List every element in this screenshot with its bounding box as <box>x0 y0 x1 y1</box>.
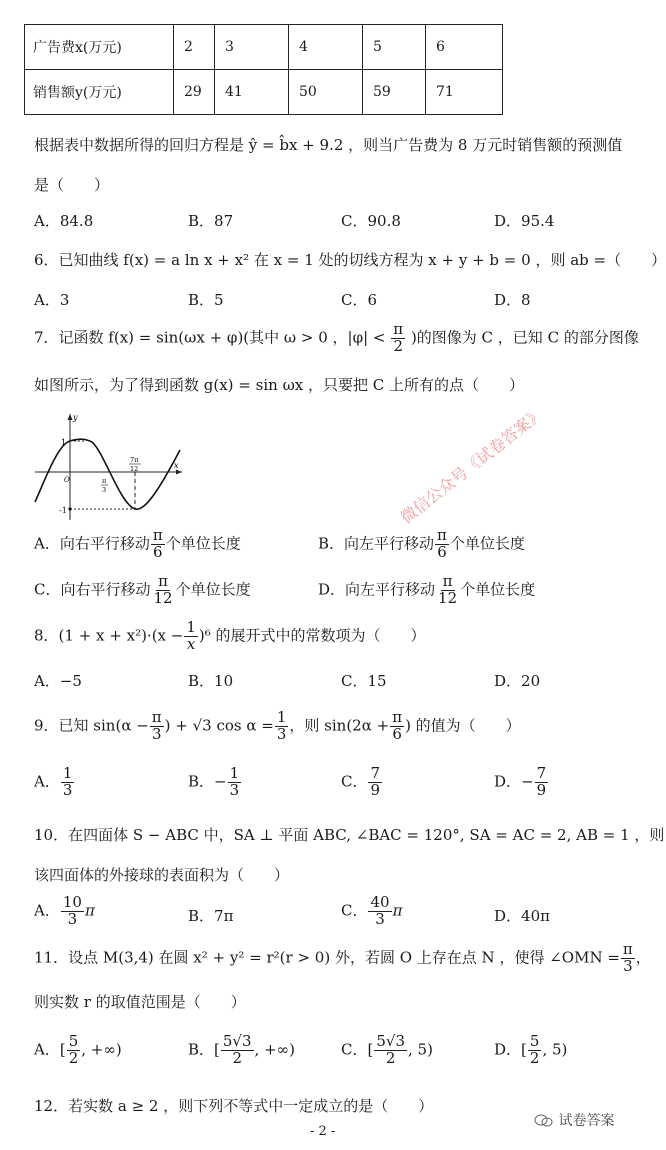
q9-option-b: B．− $\frac{1}{3}$ <box>188 764 240 799</box>
q7-option-d: D．向左平行移动 $\frac{\pi}{12}$ 个单位长度 <box>318 572 536 607</box>
q11-option-b: B．[ $\frac{5√3}{2}$ , +∞) <box>188 1032 295 1067</box>
q8-stem: 8．(1 + x + x²)·(x − $\frac{1}{x}$ )⁶ 的展开式中的常数项为（ ） <box>34 618 426 653</box>
table-cell: 6 <box>426 25 503 70</box>
q5-option-a: A．84.8 <box>34 212 94 230</box>
tick-7pi12-num: 7π <box>130 456 139 464</box>
sine-curve <box>35 439 180 509</box>
watermark: 微信公众号《试卷答案》 <box>396 403 548 528</box>
table-cell: 3 <box>215 25 289 70</box>
table-cell: 41 <box>215 70 289 115</box>
source-logo <box>534 1110 614 1130</box>
q6-option-a: A．3 <box>34 291 70 309</box>
q5-option-d: D．95.4 <box>494 212 555 230</box>
q10-stem-line2: 该四面体的外接球的表面积为（ ） <box>34 866 290 884</box>
q5-option-c: C．90.8 <box>341 212 401 230</box>
sine-graph <box>30 408 190 524</box>
q7-stem-line2: 如图所示，为了得到函数 g(x) = sin ωx ，只要把 C 上所有的点（ ） <box>34 376 525 394</box>
q10-option-b: B．7π <box>188 907 234 925</box>
y-label: y <box>73 413 78 422</box>
table-cell: 销售额y(万元) <box>25 70 174 115</box>
fraction: $\frac{\pi}{2}$ <box>393 320 404 355</box>
q10-option-c: C． $\frac{40}{3}$ π <box>341 893 403 928</box>
q11-option-d: D．[ $\frac{5}{2}$ , 5) <box>494 1032 568 1067</box>
q9-option-a: A． $\frac{1}{3}$ <box>34 764 73 799</box>
table-row <box>25 25 503 70</box>
q11-stem-line1: 11．设点 M(3,4) 在圆 x² + y² = r²(r > 0) 外，若圆 O 上存在点 N ，使得 ∠OMN = $\frac{\pi}{3}$ ， <box>34 940 651 975</box>
q10-option-a: A． $\frac{10}{3}$ π <box>34 893 95 928</box>
q6-option-d: D．8 <box>494 291 531 309</box>
table-row <box>25 70 503 115</box>
table-cell: 5 <box>363 25 426 70</box>
q9-option-c: C． $\frac{7}{9}$ <box>341 764 381 799</box>
data-table <box>24 24 503 115</box>
table-cell: 广告费x(万元) <box>25 25 174 70</box>
q8-option-b: B．10 <box>188 672 234 690</box>
q6-option-b: B．5 <box>188 291 224 309</box>
q12-stem: 12．若实数 a ≥ 2 ，则下列不等式中一定成立的是（ ） <box>34 1097 434 1115</box>
q9-option-d: D．− $\frac{7}{9}$ <box>494 764 547 799</box>
tick-neg-one: -1 <box>59 506 67 515</box>
q8-option-a: A．−5 <box>34 672 82 690</box>
q6-stem: 6．已知曲线 f(x) = a ln x + x² 在 x = 1 处的切线方程为 x + y + b = 0 ，则 ab =（ ） <box>34 251 666 269</box>
q11-stem-line2: 则实数 r 的取值范围是（ ） <box>34 993 246 1011</box>
table-cell: 59 <box>363 70 426 115</box>
q11-option-c: C．[ $\frac{5√3}{2}$ , 5) <box>341 1032 433 1067</box>
table-cell: 50 <box>289 70 363 115</box>
q7-option-c: C．向右平行移动 $\frac{\pi}{12}$ 个单位长度 <box>34 572 251 607</box>
page-number: - 2 - <box>310 1124 336 1139</box>
tick-7pi12-den: 12 <box>130 465 139 473</box>
min-dot <box>68 507 71 510</box>
x-label: x <box>174 461 179 470</box>
table-cell: 4 <box>289 25 363 70</box>
q9-stem: 9．已知 sin(α − $\frac{\pi}{3}$ ) + √3 cos α = $\frac{1}{3}$ ，则 sin(2α + $\frac{\pi}{6}$ ) 的值为（ ） <box>34 708 521 743</box>
q8-option-c: C．15 <box>341 672 387 690</box>
q7-option-a: A．向右平行移动 $\frac{\pi}{6}$ 个单位长度 <box>34 526 241 561</box>
q5-option-b: B．87 <box>188 212 234 230</box>
q10-stem-line1: 10．在四面体 S − ABC 中，SA ⊥ 平面 ABC, ∠BAC = 120°, SA = AC = 2, AB = 1 ，则 <box>34 826 665 844</box>
q7-option-b: B．向左平行移动 $\frac{\pi}{6}$ 个单位长度 <box>318 526 525 561</box>
q5-stem-line1: 根据表中数据所得的回归方程是 ŷ = b̂x + 9.2 ，则当广告费为 8 万元时销售额的预测值 <box>34 136 623 154</box>
q11-option-a: A．[ $\frac{5}{2}$ , +∞) <box>34 1032 122 1067</box>
q7-stem-line1: 7．记函数 f(x) = sin(ωx + φ)(其中 ω > 0 ，|φ| < $\frac{\pi}{2}$ )的图像为 C ，已知 C 的部分图像 <box>34 320 639 355</box>
x-axis-arrow <box>176 470 182 475</box>
tick-pi3-den: 3 <box>102 486 107 494</box>
chat-bubble-icon <box>534 1114 554 1128</box>
q8-option-d: D．20 <box>494 672 541 690</box>
origin-label: O <box>64 476 70 484</box>
tick-one: 1 <box>61 438 67 447</box>
q5-stem-line2: 是（ ） <box>34 176 110 194</box>
table-cell: 2 <box>174 25 215 70</box>
logo-text: 试卷答案 <box>558 1113 615 1129</box>
tick-pi3-num: π <box>102 477 107 485</box>
y-axis-arrow <box>68 414 73 420</box>
q6-option-c: C．6 <box>341 291 378 309</box>
table-cell: 29 <box>174 70 215 115</box>
table-cell: 71 <box>426 70 503 115</box>
q10-option-d: D．40π <box>494 907 550 925</box>
